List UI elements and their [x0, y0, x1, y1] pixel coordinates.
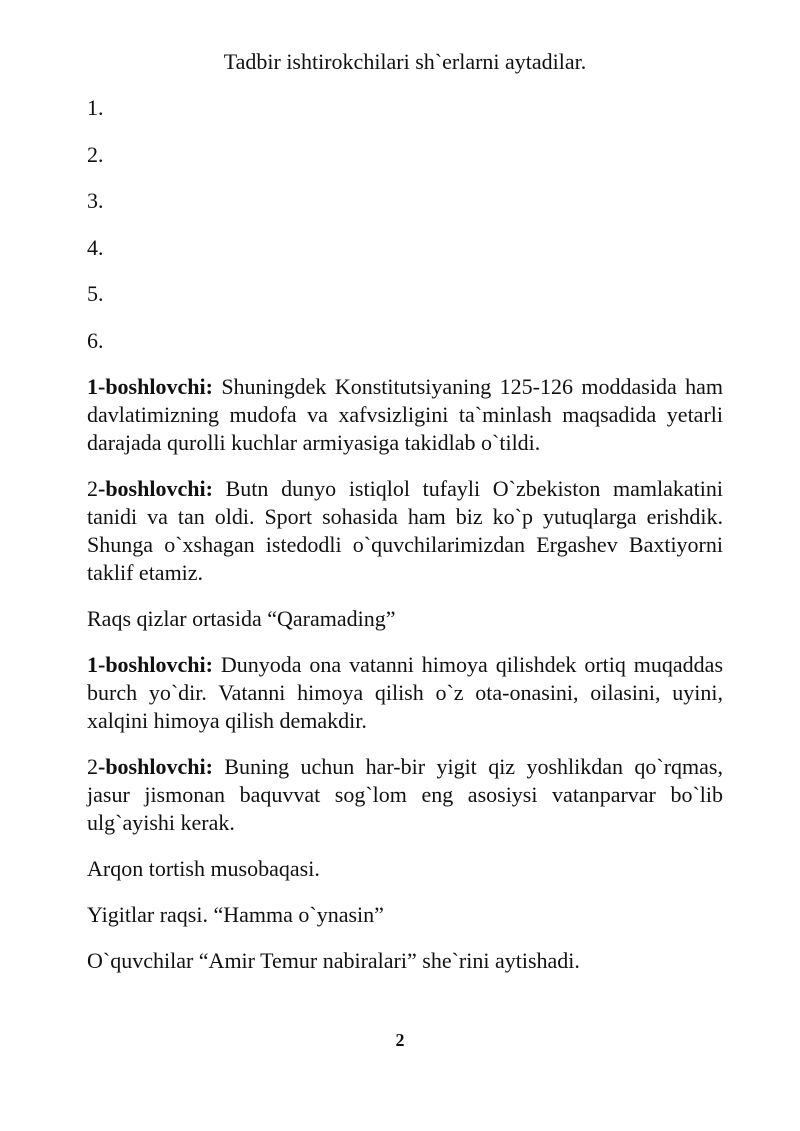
speaker-number: 2 [87, 476, 98, 501]
speaker-label: 1-boshlovchi: [87, 652, 213, 677]
dialogue-paragraph [87, 373, 723, 457]
page-number: 2 [395, 1030, 405, 1050]
list-item: 5. [87, 281, 104, 306]
speaker-number: 2 [87, 754, 98, 779]
list-item: 6. [87, 327, 104, 353]
list-item: 2. [87, 141, 104, 167]
dialogue-paragraph [87, 475, 723, 587]
speaker-label: 1-boshlovchi: [87, 374, 213, 399]
dialogue-paragraph [87, 651, 723, 735]
stage-direction: Arqon tortish musobaqasi. [87, 856, 320, 881]
page-title: Tadbir ishtirokchilari sh`erlarni aytadilar. [223, 49, 587, 74]
stage-direction: O`quvchilar “Amir Temur nabiralari” she`rini aytishadi. [87, 948, 580, 973]
document-page [87, 48, 723, 993]
paragraph-text: Buning uchun har-bir yigit qiz yoshlikdan qo`rqmas, jasur jismonan baquvvat sog`lom eng asosiysi vatanparvar bo`lib ulg`ayishi kerak. [87, 754, 723, 835]
stage-direction: Yigitlar raqsi. “Hamma o`ynasin” [87, 902, 384, 927]
speaker-label: -boshlovchi: [98, 476, 213, 501]
stage-direction: Raqs qizlar ortasida “Qaramading” [87, 606, 396, 631]
dialogue-paragraph [87, 753, 723, 837]
paragraph-text: Shuningdek Konstitutsiyaning 125-126 moddasida ham davlatimizning mudofa va xafvsizligini ta`minlash maqsadida yetarli darajada qurolli kuchlar armiyasiga takidlab o`tildi. [87, 374, 723, 455]
paragraph-text: Dunyoda ona vatanni himoya qilishdek ortiq muqaddas burch yo`dir. Vatanni himoya qilish o`z ota-onasini, oilasini, uyini, xalqini himoya qilish demakdir. [87, 652, 723, 733]
list-item: 3. [87, 188, 104, 213]
list-item: 4. [87, 234, 104, 260]
speaker-label: -boshlovchi: [98, 754, 213, 779]
list-item: 1. [87, 95, 104, 120]
numbered-list [87, 94, 723, 355]
paragraph-text: Butn dunyo istiqlol tufayli O`zbekiston mamlakatini tanidi va tan oldi. Sport sohasida ham biz ko`p yutuqlarga erishdik. Shunga o`xshagan istedodli o`quvchilarimizdan Ergashev Baxtiyorni taklif etamiz. [87, 476, 723, 585]
